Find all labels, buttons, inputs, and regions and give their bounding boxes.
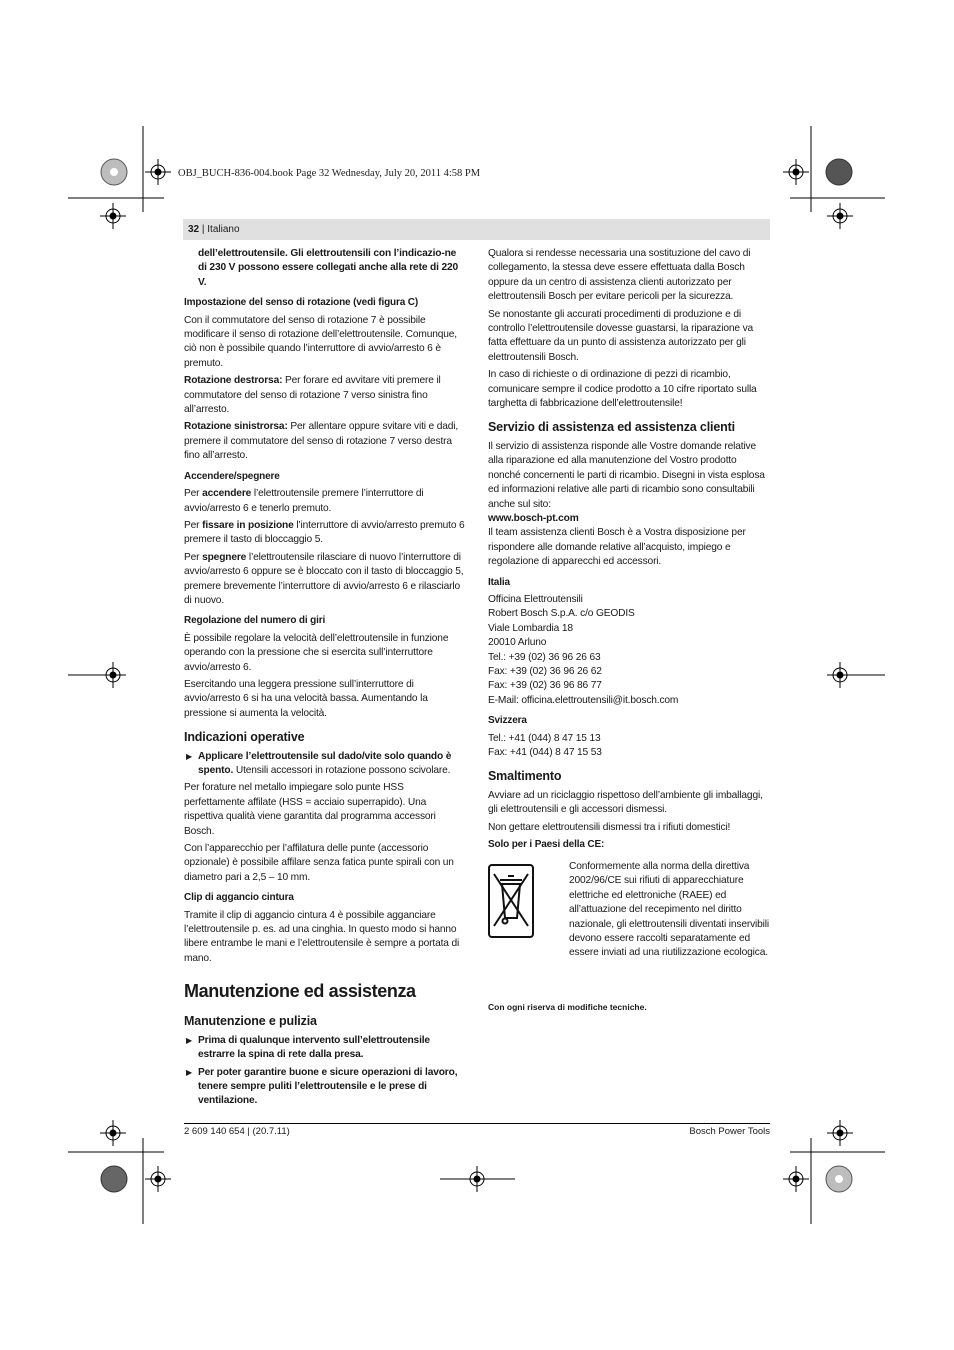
rotation-right xyxy=(184,374,465,417)
italia-phone: Tel.: +39 (02) 36 96 26 63 xyxy=(488,651,601,663)
disposal-text-2: Non gettare elettroutensili dismessi tra i rifiuti domestici! xyxy=(488,821,731,833)
rotation-text: Con il commutatore del senso di rotazione 7 è possibile modificare il senso di rotazione dell’elettroutensile. Comunque, ciò non è possibile quando l’interruttore di avvio/arresto 6 è premuto. xyxy=(184,314,457,369)
footer-rule xyxy=(184,1123,770,1124)
arrow-bullet-icon: ▶ xyxy=(186,751,193,761)
rotation-left xyxy=(184,420,465,463)
clip-title: Clip di aggancio cintura xyxy=(184,892,294,904)
crossed-out-wheelie-bin-icon xyxy=(490,866,532,936)
italia-line: Officina Elettroutensili xyxy=(488,593,583,605)
speed-title: Regolazione del numero di giri xyxy=(184,615,326,627)
footer-brand: Bosch Power Tools xyxy=(689,1126,770,1137)
right-column xyxy=(488,247,770,855)
italia-fax: Fax: +39 (02) 36 96 26 62 xyxy=(488,665,602,677)
ops-text-2: Con l’apparecchio per l’affilatura delle punte (accessorio opzionale) è possibile affilare senza fatica punte spirali con un diametro pari a 2,5 – 10 mm. xyxy=(184,843,454,883)
parts-text: In caso di richieste o di ordinazione di pezzi di ricambio, comunicare sempre il codice prodotto a 10 cifre riportato sulla targhetta di fabbricazione dell’elettroutensile! xyxy=(488,369,757,410)
ce-text: Conformemente alla norma della direttiva 2002/96/CE sui rifiuti di apparecchiature elettriche ed elettroniche (RAEE) ed all’attuazione del recepimento nel diritto nazionale, gli elettroutensili diventati inservibili devono essere raccolti separatamente ed essere inviati ad una riutilizzazione ecologica. xyxy=(569,861,770,959)
footer-code: 2 609 140 654 | (20.7.11) xyxy=(184,1126,290,1137)
off-pre: Per xyxy=(184,551,203,563)
maintenance-bullet-1 xyxy=(184,1034,465,1063)
on-rest: l’elettroutensile premere l’interruttore di avvio/arresto 6 e tenerlo premuto. xyxy=(184,488,424,514)
fix-text xyxy=(184,519,465,548)
service-url[interactable]: www.bosch-pt.com xyxy=(488,512,579,524)
ops-text-1: Per forature nel metallo impiegare solo punte HSS perfettamente affilate (HSS = acciaio superrapido). Una rispettiva qualità viene garantita dal programma accessori Bosch. xyxy=(184,782,436,837)
italia-line: Viale Lombardia 18 xyxy=(488,622,573,634)
repair-text: Se nonostante gli accurati procedimenti di produzione e di controllo l’elettroutensile dovesse guastarsi, la riparazione va fatta effettuare da un punto di assistenza autorizzato per gli elettroutensili Bosch. xyxy=(488,308,754,363)
intro-warning: dell’elettroutensile. Gli elettroutensili con l’indicazio-ne di 230 V possono essere collegati anche alla rete di 220 V. xyxy=(198,248,458,288)
ops-bullet-text: Utensili accessori in rotazione possono scivolare. xyxy=(233,765,451,776)
svizzera-address xyxy=(488,732,770,761)
language-label: Italiano xyxy=(207,224,240,235)
cable-text: Qualora si rendesse necessaria una sostituzione del cavo di collegamento, la stessa deve essere effettuata dalla Bosch oppure da un centro di assistenza clienti autorizzato per elettroutensili Bosch per evitare pericoli per la sicurezza. xyxy=(488,248,751,303)
disposal-title: Smaltimento xyxy=(488,769,562,784)
maintenance-title: Manutenzione e pulizia xyxy=(184,1014,317,1029)
disposal-text-1: Avviare ad un riciclaggio rispettoso dell’ambiente gli imballaggi, gli elettroutensili e gli accessori dismessi. xyxy=(488,789,763,816)
page-number: 32 xyxy=(188,224,200,235)
italia-line: Robert Bosch S.p.A. c/o GEODIS xyxy=(488,608,635,620)
maintenance-bullet-2 xyxy=(184,1066,465,1109)
italia-title: Italia xyxy=(488,576,510,588)
service-text-2: Il team assistenza clienti Bosch è a Vostra disposizione per rispondere alle domande relative all’acquisto, impiego e regolazione di apparecchi ed accessori. xyxy=(488,527,746,568)
speed-text-1: È possibile regolare la velocità dell’elettroutensile in funzione operando con la pressione che si esercita sull’interruttore avvio/arresto 6. xyxy=(184,632,449,673)
page-header: 32 | Italiano xyxy=(188,224,240,235)
svizzera-fax: Fax: +41 (044) 8 47 15 53 xyxy=(488,747,602,758)
italia-line: 20010 Arluno xyxy=(488,637,547,649)
arrow-bullet-icon: ▶ xyxy=(186,1035,193,1045)
weee-symbol xyxy=(488,864,534,938)
clip-text: Tramite il clip di aggancio cintura 4 è possibile agganciare l’elettroutensile p. es. ad una cinghia. In questo modo si hanno libere entrambe le mani e l’elettroutensile è sempre a portata di mano. xyxy=(184,909,460,964)
svizzera-title: Svizzera xyxy=(488,715,527,727)
ops-bullet xyxy=(184,750,465,779)
italia-address xyxy=(488,593,770,708)
maintenance-bullet-1-text: Prima di qualunque intervento sull’elettroutensile estrarre la spina di rete dalla presa. xyxy=(198,1034,430,1061)
on-bold: accendere xyxy=(202,488,252,500)
off-rest: l’elettroutensile rilasciare di nuovo l’interruttore di avvio/arresto 6 oppure se è bloccato con il tasto di bloccaggio 5, premere brevemente l’interruttore di avvio/arresto 6 e rilasciarlo di nuovo. xyxy=(184,551,464,606)
italia-fax: Fax: +39 (02) 36 96 86 77 xyxy=(488,680,602,692)
on-text xyxy=(184,487,465,516)
italia-email[interactable]: E-Mail: officina.elettroutensili@it.bosch.com xyxy=(488,694,679,706)
maintenance-bullet-2-text: Per poter garantire buone e sicure operazioni di lavoro, tenere sempre puliti l’elettroutensile e le prese di ventilazione. xyxy=(198,1066,458,1107)
rotation-title: Impostazione del senso di rotazione (vedi figura C) xyxy=(184,297,419,309)
rotation-right-text: Per forare ed avvitare viti premere il commutatore del senso di rotazione 7 verso sinistra fino all’arresto. xyxy=(184,375,441,416)
rotation-left-label: Rotazione sinistrorsa: xyxy=(184,421,288,433)
speed-text-2: Esercitando una leggera pressione sull’interruttore di avvio/arresto 6 si ha una velocità bassa. Aumentando la pressione si aumenta la velocità. xyxy=(184,678,428,719)
off-bold: spegnere xyxy=(202,551,247,563)
left-column xyxy=(184,247,465,1112)
off-text xyxy=(184,551,465,609)
arrow-bullet-icon: ▶ xyxy=(186,1067,193,1077)
fix-bold: fissare in posizione xyxy=(202,519,294,531)
rotation-left-text: Per allentare oppure svitare viti e dadi, premere il commutatore del senso di rotazione 7 verso destra fino all’arresto. xyxy=(184,421,459,462)
service-title: Servizio di assistenza ed assistenza clienti xyxy=(488,420,735,435)
on-pre: Per xyxy=(184,488,203,500)
ops-title: Indicazioni operative xyxy=(184,730,305,745)
fix-rest: l’interruttore di avvio/arresto premuto 6 premere il tasto di bloccaggio 5. xyxy=(184,519,465,546)
rotation-right-label: Rotazione destrorsa: xyxy=(184,375,283,387)
reserve-note: Con ogni riserva di modifiche tecniche. xyxy=(488,1002,647,1012)
onoff-title: Accendere/spegnere xyxy=(184,470,280,482)
service-text: Il servizio di assistenza risponde alle Vostre domande relative alla riparazione ed alla manutenzione del Vostro prodotto nonché concernenti le parti di ricambio. Disegni in vista esplosa ed informazioni relative alle parti di ricambio sono consultabili anche sul sito: xyxy=(488,440,765,510)
header-bar xyxy=(183,219,770,240)
fix-pre: Per xyxy=(184,519,203,531)
maintenance-heading: Manutenzione ed assistenza xyxy=(184,981,416,1002)
print-info: OBJ_BUCH-836-004.book Page 32 Wednesday, July 20, 2011 4:58 PM xyxy=(178,168,481,179)
svizzera-phone: Tel.: +41 (044) 8 47 15 13 xyxy=(488,732,601,744)
ops-bullet-bold: Applicare l’elettroutensile sul dado/vite solo quando è spento. xyxy=(198,750,452,776)
ce-title: Solo per i Paesi della CE: xyxy=(488,839,605,851)
